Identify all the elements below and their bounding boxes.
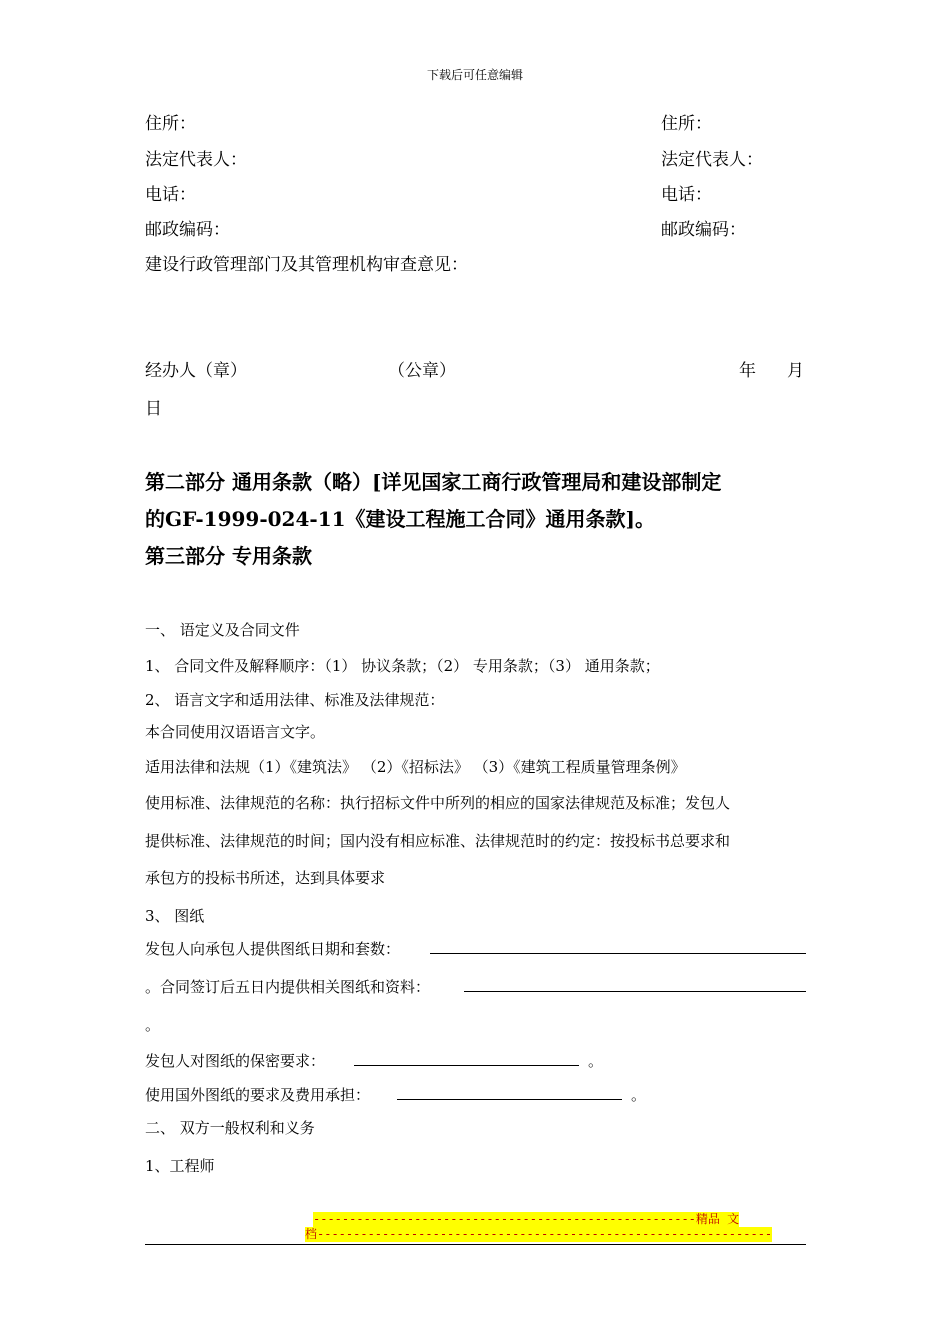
confidential-blank <box>354 1065 579 1066</box>
drawings-provide-label: 。合同签订后五日内提供相关图纸和资料： <box>145 978 431 996</box>
left-phone-label: 电话： <box>145 185 196 205</box>
right-address-label: 住所： <box>661 114 712 134</box>
confidential-period: 。 <box>588 1052 604 1070</box>
standards-line1: 使用标准、法律规范的名称：执行招标文件中所列的相应的国家法律规范及标准；发包人 <box>145 794 731 812</box>
drawings-provide-blank <box>464 991 806 992</box>
section1-title: 一、 语定义及合同文件 <box>145 621 300 639</box>
foreign-drawings-label: 使用国外图纸的要求及费用承担： <box>145 1086 371 1104</box>
section1-item2: 2、 语言文字和适用法律、标准及法律规范： <box>145 691 445 709</box>
section2-item1: 1、工程师 <box>145 1157 215 1175</box>
section1-item1: 1、 合同文件及解释顺序：（1） 协议条款；（2） 专用条款；（3） 通用条款； <box>145 657 660 675</box>
review-label: 建设行政管理部门及其管理机构审查意见： <box>145 255 468 275</box>
right-phone-label: 电话： <box>661 185 712 205</box>
footer-watermark-line2: 档--------------------------------------------------------------- <box>305 1227 773 1241</box>
section1-item3: 3、 图纸 <box>145 907 205 925</box>
language-clause: 本合同使用汉语语言文字。 <box>145 723 326 741</box>
left-address-label: 住所： <box>145 114 196 134</box>
part2-heading-line2: 的GF-1999-024-11《建设工程施工合同》通用条款]。 <box>145 507 655 531</box>
foreign-period: 。 <box>631 1086 647 1104</box>
period-mark: 。 <box>145 1016 161 1034</box>
left-postcode-label: 邮政编码： <box>145 220 230 240</box>
part2-heading-line1: 第二部分 通用条款（略）[详见国家工商行政管理局和建设部制定 <box>145 470 722 494</box>
footer-rule <box>145 1244 806 1245</box>
standards-line2: 提供标准、法律规范的时间；国内没有相应标准、法律规范时的约定：按投标书总要求和 <box>145 832 731 850</box>
part3-heading: 第三部分 专用条款 <box>145 544 312 568</box>
right-postcode-label: 邮政编码： <box>661 220 746 240</box>
right-legal-rep-label: 法定代表人： <box>661 150 763 170</box>
foreign-drawings-blank <box>397 1099 622 1100</box>
handler-seal-label: 经办人（章） <box>145 361 247 381</box>
year-label: 年 <box>739 361 756 381</box>
confidential-label: 发包人对图纸的保密要求： <box>145 1052 326 1070</box>
left-legal-rep-label: 法定代表人： <box>145 150 247 170</box>
official-seal-label: （公章） <box>388 361 456 381</box>
section2-title: 二、 双方一般权利和义务 <box>145 1119 315 1137</box>
header-note: 下载后可任意编辑 <box>426 68 523 82</box>
applicable-laws: 适用法律和法规（1）《建筑法》 （2）《招标法》 （3）《建筑工程质量管理条例》 <box>145 758 686 776</box>
footer-watermark-line1: -----------------------------------------------------精品 文 <box>313 1212 740 1226</box>
day-label: 日 <box>145 399 162 419</box>
drawings-date-blank <box>430 953 806 954</box>
standards-line3: 承包方的投标书所述，达到具体要求 <box>145 869 386 887</box>
drawings-date-label: 发包人向承包人提供图纸日期和套数： <box>145 940 401 958</box>
month-label: 月 <box>787 361 804 381</box>
